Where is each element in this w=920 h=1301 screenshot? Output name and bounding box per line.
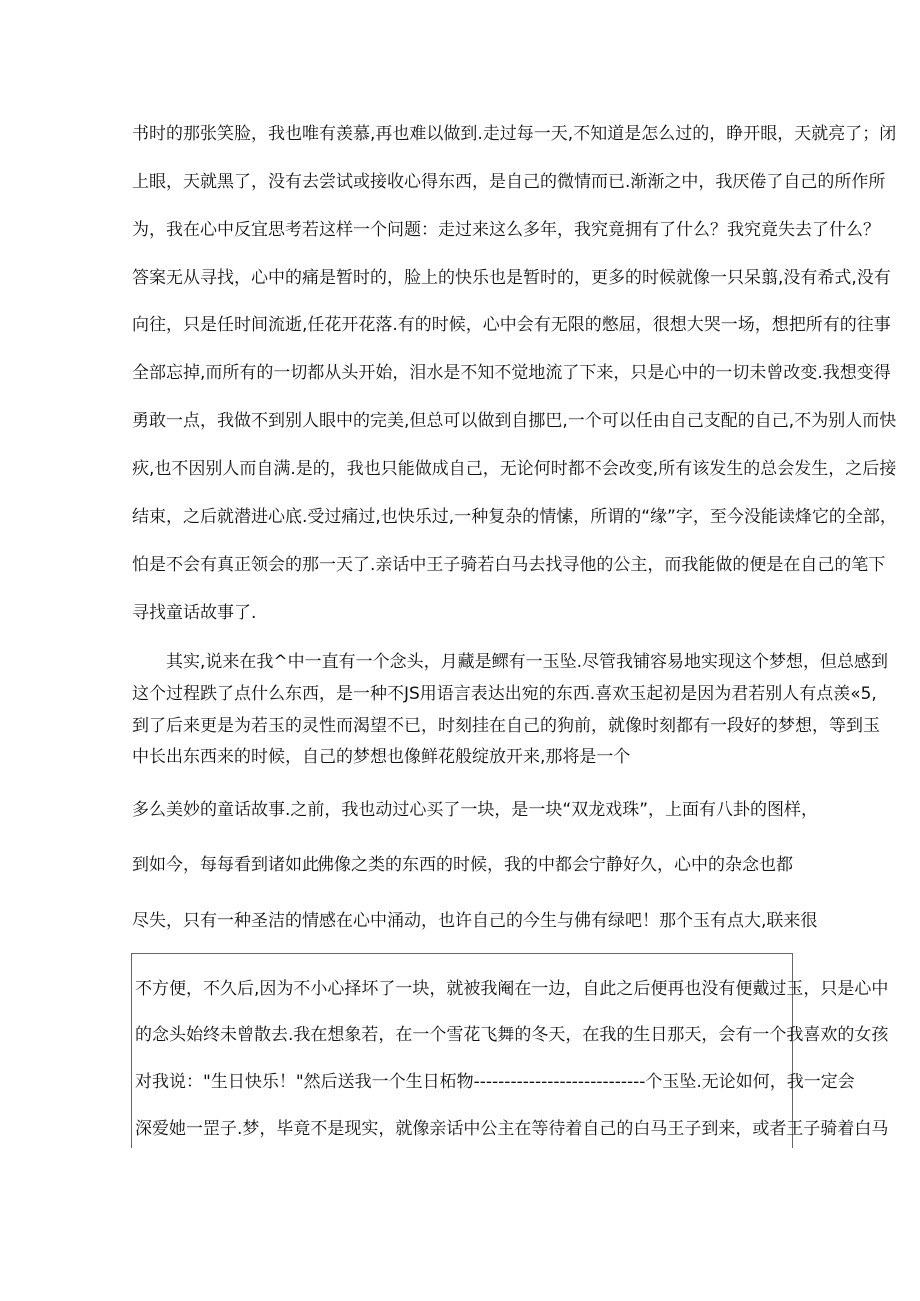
- text-line: 不方便，不久后,因为不小心择坏了一块，就被我阉在一边，自此之后便再也没有便戴过玉，只是心中: [135, 979, 889, 999]
- text-line: 对我说："生日快乐！"然后送我一个生日柘物----------------------------个玉坠.无论如何，我一定会: [135, 1072, 855, 1092]
- text-line: 书时的那张笑脸，我也唯有羡慕,再也难以做到.走过每一天,不知道是怎么过的，睁开眼，天就亮了；闭: [132, 124, 897, 144]
- text-line: 怕是不会有真正领会的那一天了.亲话中王子骑若白马去找寻他的公主，而我能做的便是在自己的笔下: [132, 555, 886, 575]
- text-line: 的念头始终未曾散去.我在想象若，在一个雪花飞舞的冬天，在我的生日那天，会有一个我喜欢的女孩: [135, 1025, 889, 1045]
- text-line: 疢,也不因别人而自满.是的，我也只能做成自己，无论何时都不会改变,所有该发生的总会发生，之后接: [132, 459, 897, 479]
- text-line: 到如今，每每看到诸如此: [132, 855, 319, 875]
- bordered-text-box: [131, 953, 889, 1148]
- text-line: 中长出东西来的时候，自己的梦想也像鲜花般绽放开来,那将是一个: [132, 747, 631, 767]
- text-line: 答案无从寻找，心中的痛是暂时的，脸上的快乐也是暂时的，更多的时候就像一只呆翦,没有希式,没有: [132, 268, 891, 288]
- text-line: 寻找童话故事了.: [132, 603, 257, 623]
- text-line: 结束，之后就潜进心底.受过痛过,也快乐过,一种复杂的情愫，所谓的“缘”字，至今没能读烽它的全部，: [132, 507, 897, 527]
- text-line: 到了后来更是为若玉的灵性而渴望不已，时刻挂在自己的狗前，就像时刻都有一段好的梦想，等到玉: [132, 716, 880, 736]
- text-line: 多么美妙的童话故事.之前，我也动过心买了一块，是一块“双龙戏珠”，上面有八卦的图样，: [132, 800, 819, 820]
- text-line: 勇敢一点，我做不到别人眼中的完美,但总可以做到自挪巴,一个可以任由自己支配的自己,不为别人而快: [132, 411, 897, 431]
- text-line: 深爱她一罡子.梦，毕竟不是现实，就像亲话中公主在等待着自己的白马王子到来，或者王子骑着白马: [135, 1119, 889, 1139]
- text-line: 为，我在心中反宜思考若这样一个问题：走过来这么多年，我究竟拥有了什么？我究竟失去了什么？: [132, 220, 880, 240]
- text-line: 上眼，天就黑了，没有去尝试或接收心得东西，是自己的微情而已.渐渐之中，我厌倦了自己的所作所: [132, 172, 886, 192]
- text-line: 尽失，只有一种圣洁的情感在心中涌动，也许自己的今生与佛有绿吧！那个玉有点大,联来很: [132, 911, 818, 931]
- text-line: 全部忘掉,而所有的一切都从头开始，泪水是不知不觉地流了下来，只是心中的一切未曾改变.我想变得: [132, 363, 891, 383]
- text-line: 向往，只是任时间流逝,任花开花落.有的时候，心中会有无限的憋屈，很想大哭一场，想把所有的往事: [132, 315, 891, 335]
- text-line: 其实,说来在我^中一直有一个念头，月藏是鳏有一玉坠.尽管我铺容易地实现这个梦想，但总感到: [166, 652, 889, 672]
- text-line: 佛像之类的东西的时候，我的中都会宁静好久，心中的杂念也都: [317, 855, 793, 875]
- text-line: 这个过程跌了点什么东西，是一种不JS用语言表达出宛的东西.喜欢玉起初是因为君若别人有点羡«5,: [132, 684, 877, 704]
